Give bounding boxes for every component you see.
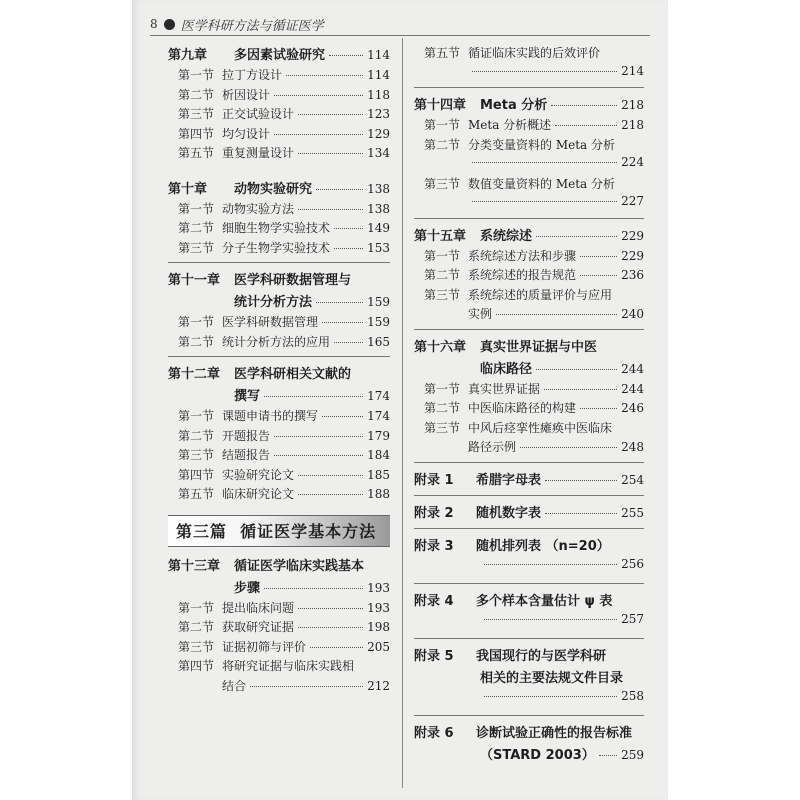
- toc-entry-title: 诊断试验正确性的报告标准: [476, 725, 633, 741]
- chapter-heading-cont: [168, 385, 390, 407]
- toc-section-cont: [414, 64, 644, 84]
- toc-page-number: 193: [367, 580, 390, 595]
- toc-page-number: 179: [367, 428, 390, 443]
- toc-page-number: 123: [367, 107, 390, 121]
- toc-page-number: 159: [367, 295, 390, 309]
- toc-page-number: 227: [621, 194, 644, 208]
- toc-chapter-14: [414, 94, 644, 214]
- toc-entry-title: 我国现行的与医学科研: [476, 648, 607, 664]
- toc-page-number: 246: [621, 401, 644, 415]
- appendix-entry-cont: [414, 744, 644, 766]
- toc-right-column: [414, 44, 644, 766]
- dot-leader: [298, 627, 363, 628]
- section-rule: [414, 715, 644, 716]
- toc-entry-title: 随机数字表: [476, 505, 542, 521]
- toc-entry-title: 拉丁方设计: [222, 68, 283, 82]
- toc-page-number: 185: [367, 467, 390, 482]
- toc-appendices: [414, 469, 644, 766]
- toc-section: [414, 380, 644, 400]
- toc-entry-number: 第二节: [178, 87, 215, 102]
- toc-section: [168, 144, 390, 164]
- dot-leader: [536, 369, 617, 370]
- toc-section: [168, 427, 390, 447]
- toc-entry-number: 第十三章: [168, 558, 221, 574]
- dot-leader: [536, 236, 617, 237]
- toc-chapter-11: [168, 269, 390, 352]
- toc-entry-number: 第三节: [178, 240, 215, 255]
- toc-entry-title: 结题报告: [222, 448, 271, 462]
- toc-page-number: 114: [367, 48, 390, 62]
- toc-entry-number: 第三节: [424, 420, 461, 435]
- toc-page-number: 174: [367, 389, 390, 403]
- toc-entry-number: 第四节: [178, 659, 215, 673]
- toc-entry-number: 第一节: [178, 315, 215, 329]
- toc-section: [414, 136, 644, 156]
- header-rule: [150, 35, 650, 36]
- toc-entry-title: 多个样本含量估计 ψ 表: [476, 593, 613, 609]
- dot-leader: [334, 342, 363, 343]
- section-rule: [414, 218, 644, 219]
- section-rule: [414, 462, 644, 463]
- toc-page-number: 236: [621, 268, 644, 282]
- toc-section: [414, 286, 644, 306]
- appendix-entry-cont: [414, 612, 644, 634]
- dot-leader: [264, 588, 363, 589]
- toc-chapter-12: [168, 363, 390, 505]
- toc-page-number: 174: [367, 409, 390, 423]
- toc-entry-number: 附录 3: [414, 538, 454, 554]
- toc-section: [414, 116, 644, 136]
- appendix-entry: [414, 722, 644, 744]
- toc-entry-title: 真实世界证据与中医: [480, 339, 598, 355]
- toc-chapter-15: [414, 225, 644, 325]
- toc-entry-number: 第三节: [424, 287, 461, 302]
- toc-entry-title: 正交试验设计: [222, 107, 295, 121]
- toc-page-number: 214: [621, 63, 644, 78]
- toc-page-number: 218: [621, 98, 644, 112]
- toc-page-number: 188: [367, 487, 390, 501]
- dot-leader: [334, 248, 363, 249]
- chapter-heading-cont: [414, 358, 644, 380]
- dot-leader: [472, 162, 617, 163]
- toc-entry-number: 第十六章: [414, 339, 467, 355]
- toc-page-number: 244: [621, 361, 644, 376]
- toc-section: [168, 485, 390, 505]
- toc-section: [168, 618, 390, 638]
- toc-entry-title: 结合: [222, 678, 247, 693]
- toc-entry-title: 相关的主要法规文件目录: [480, 670, 624, 686]
- toc-entry-title: 课题申请书的撰写: [222, 409, 319, 423]
- toc-page-number: 240: [621, 307, 644, 321]
- page-number: 8: [150, 17, 158, 31]
- toc-page-number: 254: [621, 472, 644, 487]
- toc-page-number: 138: [367, 201, 390, 216]
- dot-leader: [250, 686, 363, 687]
- toc-entry-title: 路径示例: [468, 440, 517, 454]
- toc-entry-title: 将研究证据与临床实践相: [222, 659, 355, 673]
- toc-entry-title: 实例: [468, 307, 493, 321]
- toc-page-number: 256: [621, 556, 644, 571]
- toc-chapter-13-cont: [414, 44, 644, 83]
- toc-section: [168, 446, 390, 466]
- chapter-heading: [168, 178, 390, 200]
- chapter-heading: [168, 269, 390, 291]
- toc-section: [168, 333, 390, 353]
- appendix-entry-cont: [414, 557, 644, 579]
- toc-section: [414, 175, 644, 195]
- toc-entry-title: 真实世界证据: [468, 381, 541, 396]
- toc-entry-title: 细胞生物学实验技术: [222, 221, 331, 235]
- toc-section: [168, 657, 390, 677]
- toc-section: [414, 247, 644, 267]
- appendix-entry: [414, 502, 644, 524]
- toc-entry-number: 第三节: [178, 639, 215, 654]
- toc-entry-number: 第三节: [178, 107, 215, 121]
- toc-entry-number: 附录 1: [414, 472, 454, 488]
- toc-entry-number: 第三节: [178, 448, 215, 462]
- toc-entry-title: 系统综述的报告规范: [468, 268, 577, 282]
- section-rule: [414, 329, 644, 330]
- dot-leader: [316, 302, 363, 303]
- toc-entry-number: 第五节: [424, 46, 461, 60]
- toc-entry-number: 第二节: [178, 620, 215, 634]
- toc-page-number: 193: [367, 600, 390, 615]
- column-divider: [402, 38, 403, 788]
- toc-page-number: 149: [367, 221, 390, 235]
- section-rule: [414, 528, 644, 529]
- toc-entry-title: 分子生物学实验技术: [222, 240, 331, 255]
- toc-entry-title: 临床路径: [480, 361, 533, 377]
- toc-entry-number: 第十五章: [414, 228, 467, 244]
- toc-entry-number: 第十一章: [168, 273, 221, 288]
- toc-entry-title: 循证医学临床实践基本: [234, 558, 365, 574]
- dot-leader: [274, 455, 363, 456]
- toc-entry-title: 系统综述方法和步骤: [468, 248, 577, 263]
- appendix-entry: [414, 645, 644, 667]
- toc-entry-number: 第四节: [178, 467, 215, 482]
- toc-entry-title: （STARD 2003）: [480, 747, 595, 763]
- section-rule: [168, 356, 390, 357]
- dot-leader: [580, 275, 617, 276]
- toc-page-number: 134: [367, 146, 390, 160]
- chapter-heading: [168, 555, 390, 577]
- toc-entry-number: 附录 6: [414, 725, 454, 741]
- toc-page-number: 229: [621, 248, 644, 263]
- toc-entry-number: 第二节: [424, 137, 461, 152]
- toc-entry-number: 第二节: [424, 268, 461, 282]
- toc-section: [168, 86, 390, 106]
- toc-entry-title: 统计分析方法: [234, 295, 313, 310]
- toc-page-number: 118: [367, 87, 390, 102]
- toc-section: [414, 399, 644, 419]
- toc-entry-title: 循证临床实践的后效评价: [468, 46, 601, 60]
- toc-page-number: 129: [367, 126, 390, 141]
- toc-page-number: 259: [621, 747, 644, 762]
- toc-page-number: 138: [367, 181, 390, 196]
- chapter-heading: [168, 363, 390, 385]
- toc-entry-title: 多因素试验研究: [234, 48, 326, 63]
- dot-leader: [472, 201, 617, 202]
- toc-entry-title: 证据初筛与评价: [222, 639, 307, 654]
- dot-leader: [472, 71, 617, 72]
- toc-entry-title: 动物实验方法: [222, 201, 295, 216]
- book-title: 医学科研方法与循证医学: [180, 18, 324, 34]
- toc-entry-title: 重复测量设计: [222, 146, 295, 160]
- toc-entry-title: 步骤: [234, 580, 261, 596]
- toc-section: [168, 407, 390, 427]
- toc-section: [168, 638, 390, 658]
- toc-entry-title: 数值变量资料的 Meta 分析: [468, 176, 615, 191]
- dot-leader: [322, 322, 363, 323]
- dot-leader: [496, 314, 617, 315]
- dot-leader: [545, 513, 617, 514]
- dot-leader: [520, 447, 617, 448]
- dot-leader: [286, 75, 363, 76]
- toc-section-cont: [414, 194, 644, 214]
- toc-entry-number: 第五节: [178, 146, 215, 160]
- toc-entry-title: 系统综述的质量评价与应用: [468, 287, 613, 302]
- toc-entry-number: 第四节: [178, 126, 215, 141]
- toc-entry-title: 医学科研数据管理: [222, 315, 319, 329]
- dot-leader: [484, 696, 617, 697]
- toc-section: [168, 200, 390, 220]
- dot-leader: [274, 436, 363, 437]
- toc-entry-title: 均匀设计: [222, 126, 271, 141]
- toc-left-column: [168, 44, 390, 696]
- toc-entry-number: 第十四章: [414, 98, 467, 113]
- toc-page-number: 244: [621, 381, 644, 396]
- section-rule: [414, 583, 644, 584]
- toc-section: [168, 219, 390, 239]
- toc-section: [168, 105, 390, 125]
- dot-leader: [580, 256, 617, 257]
- toc-entry-number: 第十章: [168, 181, 208, 197]
- dot-leader: [555, 125, 617, 126]
- toc-section-cont: [414, 305, 644, 325]
- toc-section: [168, 239, 390, 259]
- appendix-entry-cont: [414, 667, 644, 689]
- toc-entry-number: 第一节: [178, 201, 215, 216]
- toc-page-number: 218: [621, 118, 644, 132]
- part-title-banner: 第三篇 循证医学基本方法: [168, 515, 390, 547]
- toc-entry-number: 附录 2: [414, 505, 454, 521]
- toc-chapter-9: [168, 44, 390, 164]
- dot-leader: [599, 755, 617, 756]
- toc-section-cont: [414, 438, 644, 458]
- dot-leader: [298, 114, 363, 115]
- chapter-heading: [414, 336, 644, 358]
- toc-section-cont: [414, 155, 644, 175]
- section-rule: [168, 262, 390, 263]
- toc-section: [168, 313, 390, 333]
- toc-entry-number: 第一节: [178, 409, 215, 423]
- chapter-heading-cont: [168, 291, 390, 313]
- dot-leader: [298, 608, 363, 609]
- toc-entry-number: 第一节: [178, 600, 215, 615]
- toc-chapter-16: [414, 336, 644, 458]
- toc-page-number: 184: [367, 448, 390, 462]
- toc-entry-number: 第二节: [178, 221, 215, 235]
- toc-entry-title: 获取研究证据: [222, 620, 295, 634]
- chapter-heading: [414, 94, 644, 116]
- toc-entry-title: 动物实验研究: [234, 181, 313, 197]
- dot-leader: [316, 189, 363, 190]
- toc-section: [168, 466, 390, 486]
- toc-page-number: 165: [367, 334, 390, 349]
- toc-entry-number: 第二节: [424, 401, 461, 415]
- dot-leader: [298, 475, 363, 476]
- section-rule: [414, 87, 644, 88]
- toc-entry-title: 提出临床问题: [222, 600, 295, 615]
- toc-section: [414, 266, 644, 286]
- toc-section: [414, 419, 644, 439]
- toc-chapter-10: [168, 178, 390, 259]
- toc-page-number: 212: [367, 678, 390, 693]
- chapter-heading: [168, 44, 390, 66]
- toc-entry-title: 分类变量资料的 Meta 分析: [468, 137, 615, 152]
- toc-page-number: 229: [621, 228, 644, 243]
- toc-section: [414, 44, 644, 64]
- appendix-entry: [414, 469, 644, 491]
- toc-entry-title: 开题报告: [222, 428, 271, 443]
- dot-leader: [264, 396, 363, 397]
- dot-leader: [544, 389, 617, 390]
- toc-entry-number: 第一节: [424, 248, 461, 263]
- toc-page-number: 224: [621, 155, 644, 169]
- toc-entry-title: 统计分析方法的应用: [222, 334, 331, 349]
- toc-entry-number: 第三节: [424, 176, 461, 191]
- toc-page-number: 257: [621, 611, 644, 626]
- toc-entry-title: 撰写: [234, 389, 261, 404]
- toc-entry-title: 中风后痉挛性瘫痪中医临床: [468, 420, 613, 435]
- appendix-entry: [414, 590, 644, 612]
- toc-entry-number: 附录 4: [414, 593, 454, 609]
- dot-leader: [484, 564, 617, 565]
- toc-entry-title: 系统综述: [480, 228, 533, 244]
- toc-entry-title: Meta 分析概述: [468, 118, 552, 132]
- appendix-entry: [414, 535, 644, 557]
- dot-leader: [484, 619, 617, 620]
- toc-section: [168, 599, 390, 619]
- toc-section-cont: [168, 677, 390, 697]
- toc-page-number: 255: [621, 505, 644, 520]
- section-rule: [414, 638, 644, 639]
- toc-entry-title: 医学科研数据管理与: [234, 273, 352, 288]
- dot-leader: [310, 647, 363, 648]
- dot-leader: [551, 105, 617, 106]
- toc-entry-title: 希腊字母表: [476, 472, 542, 488]
- chapter-heading: [414, 225, 644, 247]
- toc-page-number: 248: [621, 440, 644, 454]
- dot-leader: [334, 228, 363, 229]
- toc-page-number: 114: [367, 68, 390, 82]
- dot-leader: [274, 95, 363, 96]
- dot-leader: [298, 209, 363, 210]
- toc-page-number: 258: [621, 688, 644, 703]
- chapter-heading-cont: [168, 577, 390, 599]
- running-header: [150, 14, 324, 34]
- toc-entry-number: 第一节: [178, 68, 215, 82]
- appendix-entry-cont: [414, 689, 644, 711]
- dot-leader: [298, 153, 363, 154]
- dot-leader: [274, 134, 363, 135]
- dot-leader: [298, 494, 363, 495]
- bullet-dot: [164, 19, 175, 30]
- toc-entry-title: 中医临床路径的构建: [468, 401, 577, 415]
- toc-page-number: 153: [367, 240, 390, 255]
- toc-entry-title: 临床研究论文: [222, 487, 295, 501]
- toc-entry-number: 第一节: [424, 118, 461, 132]
- toc-entry-number: 附录 5: [414, 648, 454, 664]
- dot-leader: [545, 480, 617, 481]
- toc-page-number: 205: [367, 639, 390, 654]
- toc-entry-number: 第二节: [178, 334, 215, 349]
- toc-page-number: 198: [367, 620, 390, 634]
- dot-leader: [580, 408, 617, 409]
- dot-leader: [329, 55, 363, 56]
- toc-entry-number: 第五节: [178, 487, 215, 501]
- toc-entry-number: 第二节: [178, 428, 215, 443]
- toc-page-number: 159: [367, 315, 390, 329]
- toc-entry-title: 医学科研相关文献的: [234, 367, 352, 382]
- toc-section: [168, 66, 390, 86]
- toc-chapter-13: [168, 555, 390, 697]
- toc-entry-number: 第一节: [424, 381, 461, 396]
- toc-entry-title: Meta 分析: [480, 98, 548, 113]
- toc-section: [168, 125, 390, 145]
- toc-entry-number: 第九章: [168, 48, 208, 63]
- toc-entry-title: 随机排列表 （n=20）: [476, 538, 610, 554]
- dot-leader: [322, 416, 363, 417]
- toc-entry-number: 第十二章: [168, 367, 221, 382]
- section-rule: [414, 495, 644, 496]
- toc-entry-title: 实验研究论文: [222, 467, 295, 482]
- toc-entry-title: 析因设计: [222, 87, 271, 102]
